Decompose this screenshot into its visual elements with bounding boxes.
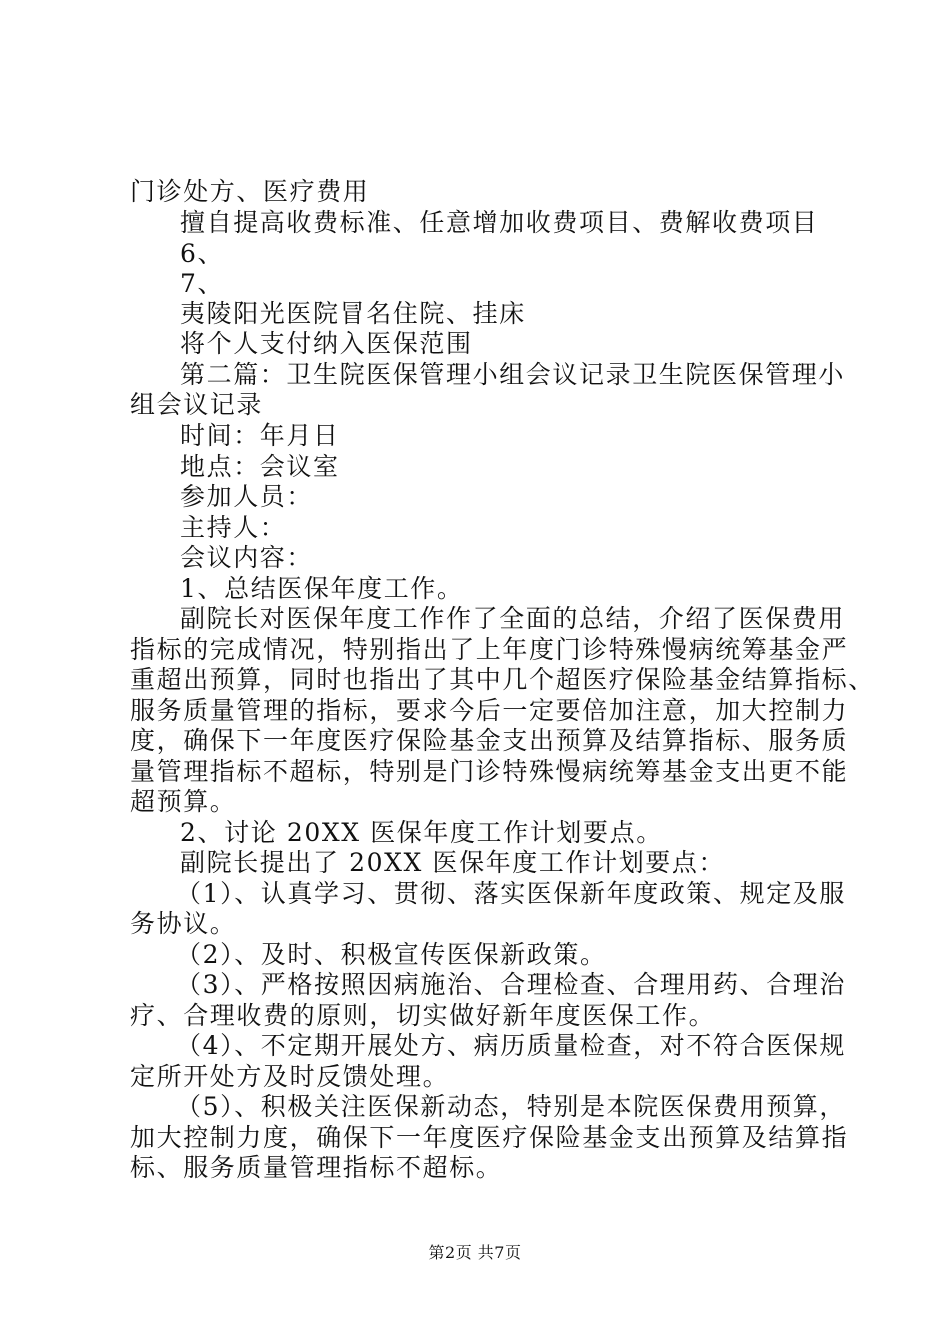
text-line: 夷陵阳光医院冒名住院、挂床: [180, 299, 526, 328]
agenda-item-1: 1、总结医保年度工作。: [180, 574, 464, 603]
plan-point-3: （3）、严格按照因病施治、合理检查、合理用药、合理治: [176, 970, 847, 999]
text-line: 将个人支付纳入医保范围: [180, 329, 473, 358]
text-line: 6、: [180, 239, 225, 268]
text-line: 门诊处方、医疗费用: [130, 177, 370, 206]
plan-point-5: （5）、积极关注医保新动态，特别是本院医保费用预算，: [176, 1092, 847, 1121]
section-heading: 第二篇：卫生院医保管理小组会议记录卫生院医保管理小: [180, 360, 846, 389]
text-line: 务协议。: [130, 909, 237, 938]
section-heading-cont: 组会议记录: [130, 390, 264, 419]
text-line: 副院长提出了 20XX 医保年度工作计划要点：: [180, 848, 726, 877]
meeting-time: 时间：年月日: [180, 421, 340, 450]
text-line: 定所开处方及时反馈处理。: [130, 1062, 450, 1091]
text-line: 度，确保下一年度医疗保险基金支出预算及结算指标、服务质: [130, 726, 849, 755]
plan-point-4: （4）、不定期开展处方、病历质量检查，对不符合医保规: [176, 1031, 847, 1060]
text-line: 标、服务质量管理指标不超标。: [130, 1153, 503, 1182]
text-line: 超预算。: [130, 787, 237, 816]
text-line: 疗、合理收费的原则，切实做好新年度医保工作。: [130, 1001, 716, 1030]
plan-point-2: （2）、及时、积极宣传医保新政策。: [176, 940, 607, 969]
text-line: 副院长对医保年度工作作了全面的总结，介绍了医保费用: [180, 604, 846, 633]
text-line: 重超出预算，同时也指出了其中几个超医疗保险基金结算指标、: [130, 665, 875, 694]
meeting-host: 主持人：: [180, 513, 287, 542]
text-line: 量管理指标不超标，特别是门诊特殊慢病统筹基金支出更不能: [130, 757, 849, 786]
meeting-content-label: 会议内容：: [180, 543, 314, 572]
text-line: 擅自提高收费标准、任意增加收费项目、费解收费项目: [180, 208, 819, 237]
meeting-attendees: 参加人员：: [180, 482, 314, 511]
text-line: 指标的完成情况，特别指出了上年度门诊特殊慢病统筹基金严: [130, 635, 849, 664]
agenda-item-2: 2、讨论 20XX 医保年度工作计划要点。: [180, 818, 663, 847]
text-line: 服务质量管理的指标，要求今后一定要倍加注意，加大控制力: [130, 696, 849, 725]
page-number-footer: 第2页 共7页: [428, 1243, 522, 1262]
plan-point-1: （1）、认真学习、贯彻、落实医保新年度政策、规定及服: [176, 879, 847, 908]
text-line: 加大控制力度，确保下一年度医疗保险基金支出预算及结算指: [130, 1123, 849, 1152]
meeting-location: 地点：会议室: [180, 452, 340, 481]
text-line: 7、: [180, 269, 225, 298]
